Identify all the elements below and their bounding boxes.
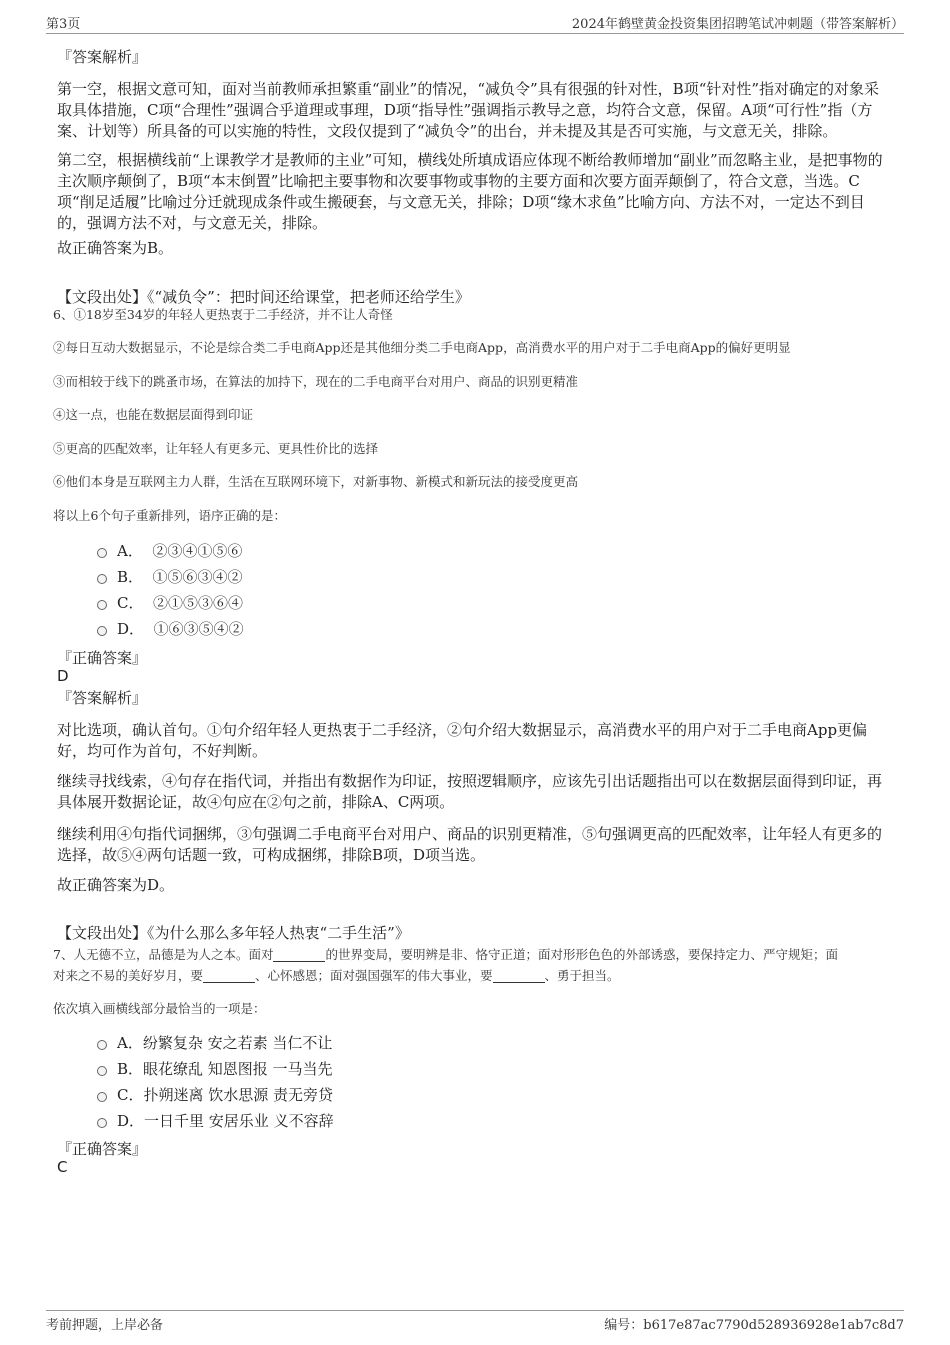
option-b[interactable]: B． ①⑤⑥③④② [97,567,243,587]
radio-icon[interactable] [97,1040,107,1050]
question-prompt: 将以上6个句子重新排列，语序正确的是： [53,508,286,523]
analysis-paragraph: 对比选项，确认首句。①句介绍年轻人更热衷于二手经济，②句介绍大数据显示，高消费水平的用户对于二手电商App更偏好，均可作为首句，不好判断。 [57,721,868,760]
question-sentence: ②每日互动大数据显示，不论是综合类二手电商App还是其他细分类二手电商App，高消费水平的用户对于二手电商App的偏好更明显 [53,340,791,355]
question-prompt: 依次填入画横线部分最恰当的一项是： [53,1001,266,1016]
option-d[interactable]: D．一日千里 安居乐业 义不容辞 [97,1111,334,1131]
question-sentence: ⑥他们本身是互联网主力人群，生活在互联网环境下，对新事物、新模式和新玩法的接受度更高 [53,474,579,489]
page-footer [46,1310,904,1333]
correct-answer: C [57,1158,68,1176]
option-c[interactable]: C． ②①⑤③⑥④ [97,593,243,613]
question-sentence: 6、①18岁至34岁的年轻人更热衷于二手经济，并不让人奇怪 [53,307,393,322]
option-a[interactable]: A． ②③④①⑤⑥ [97,541,242,561]
page-header [46,13,904,34]
radio-icon[interactable] [97,1092,107,1102]
document-title: 2024年鹤壁黄金投资集团招聘笔试冲刺题（带答案解析） [571,17,904,32]
radio-icon[interactable] [97,574,107,584]
question-sentence: ③而相较于线下的跳蚤市场，在算法的加持下，现在的二手电商平台对用户、商品的识别更精准 [53,374,579,389]
analysis-paragraph: 第一空，根据文意可知，面对当前教师承担繁重“副业”的情况，“减负令”具有很强的针对性，B项“针对性”指对确定的对象采取具体措施，C项“合理性”强调合乎道理或事理，D项“指导性”强调指示教导之意，均符合文意，保留。A项“可行性”指（方案、计划等）所具备的可以实施的特性，文段仅提到了“减负令”的出台，并未提及其是否可实施，与文意无关，排除。 [57,80,880,140]
page-number: 第3页 [46,17,81,32]
question-sentence: ⑤更高的匹配效率，让年轻人有更多元、更具性价比的选择 [53,441,379,456]
passage-source: 【文段出处】《“减负令”：把时间还给课堂，把老师还给学生》 [57,288,470,306]
question-sentence: ④这一点，也能在数据层面得到印证 [53,407,254,422]
radio-icon[interactable] [97,600,107,610]
analysis-label: 『答案解析』 [57,689,148,707]
analysis-paragraph: 继续寻找线索，④句存在指代词，并指出有数据作为印证，按照逻辑顺序，应该先引出话题指出可以在数据层面得到印证，再具体展开数据论证，故④句应在②句之前，排除A、C两项。 [57,772,883,811]
analysis-label: 『答案解析』 [57,48,148,66]
blank [273,947,325,962]
analysis-paragraph: 继续利用④句指代词捆绑，③句强调二手电商平台对用户、商品的识别更精准，⑤句强调更高的匹配效率，让年轻人有更多的选择，故⑤④两句话题一致，可构成捆绑，排除B项，D项当选。 [57,825,883,864]
serial-number: 编号：b617e87ac7790d528936928e1ab7c8d7 [604,1318,904,1333]
correct-answer: D [57,667,69,685]
blank [493,968,545,983]
option-a[interactable]: A．纷繁复杂 安之若素 当仁不让 [97,1033,332,1053]
radio-icon[interactable] [97,1118,107,1128]
option-d[interactable]: D． ①⑥③⑤④② [97,619,244,639]
option-b[interactable]: B．眼花缭乱 知恩图报 一马当先 [97,1059,333,1079]
radio-icon[interactable] [97,1066,107,1076]
question-stem: 7、人无德不立，品德是为人之本。面对 的世界变局，要明辨是非、恪守正道；面对形形色色的外部诱惑，要保持定力、严守规矩；面 对来之不易的美好岁月，要 、心怀感恩；面对强国强军的伟大事业，要 、勇于担当。 [53,947,838,983]
radio-icon[interactable] [97,626,107,636]
blank [203,968,255,983]
footer-slogan: 考前押题，上岸必备 [46,1318,164,1333]
correct-answer-label: 『正确答案』 [57,649,148,667]
conclusion: 故正确答案为D。 [57,876,175,894]
correct-answer-label: 『正确答案』 [57,1140,148,1158]
radio-icon[interactable] [97,548,107,558]
conclusion: 故正确答案为B。 [57,239,174,257]
option-c[interactable]: C．扑朔迷离 饮水思源 责无旁贷 [97,1085,333,1105]
analysis-paragraph: 第二空，根据横线前“上课教学才是教师的主业”可知，横线处所填成语应体现不断给教师增加“副业”而忽略主业，是把事物的主次顺序颠倒了，B项“本末倒置”比喻把主要事物和次要事物或事物的主要方面和次要方面弄颠倒了，符合文意，当选。C项“削足适履”比喻过分迁就现成条件或生搬硬套，与文意无关，排除；D项“缘木求鱼”比喻方向、方法不对，一定达不到目的，强调方法不对，与文意无关，排除。 [57,151,883,232]
passage-source: 【文段出处】《为什么那么多年轻人热衷“二手生活”》 [57,924,410,942]
